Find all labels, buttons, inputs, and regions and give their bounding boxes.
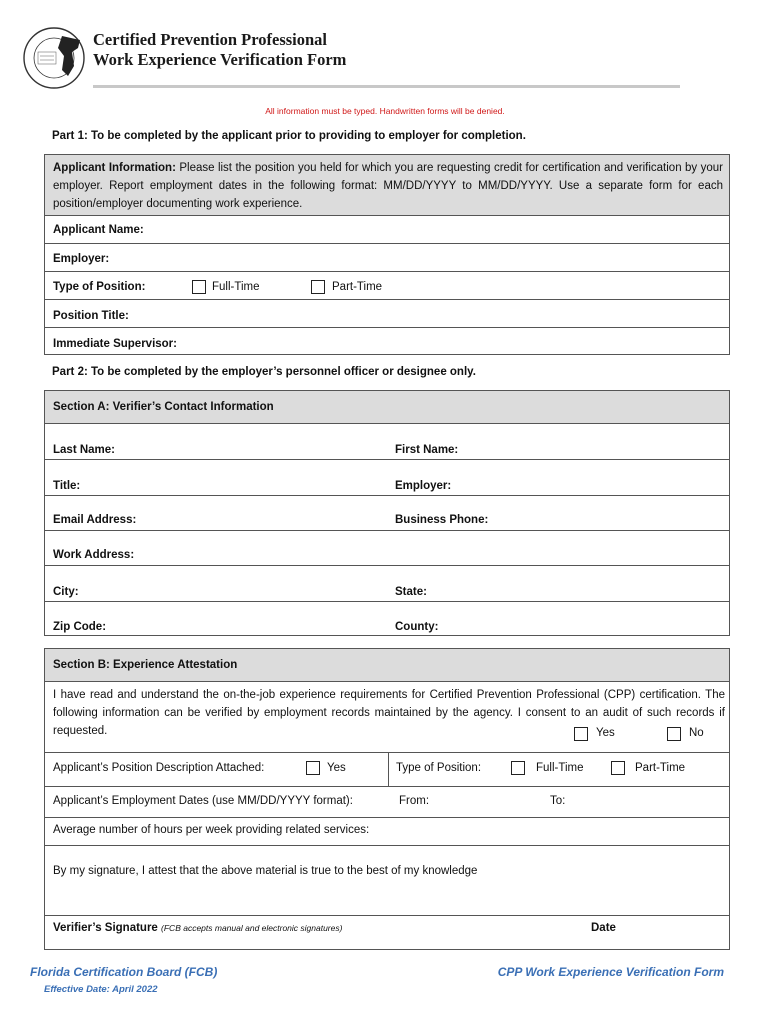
footer-effective-date: Effective Date: April 2022 (44, 984, 158, 995)
part2-heading: Part 2: To be completed by the employer’s personnel officer or designee only. (52, 366, 476, 378)
consent-no-checkbox[interactable] (667, 727, 681, 741)
b-full-time-label: Full-Time (536, 762, 584, 774)
applicant-info-intro (44, 154, 730, 216)
date-label: Date (591, 922, 616, 934)
email-label: Email Address: (53, 514, 137, 526)
row-divider (388, 753, 389, 786)
part-time-checkbox[interactable] (311, 280, 325, 294)
verifier-signature-text: Verifier’s Signature (53, 922, 158, 934)
position-title-label: Position Title: (53, 310, 129, 322)
b-type-of-position-label: Type of Position: (396, 762, 482, 774)
work-address-row[interactable] (44, 531, 730, 566)
verifier-employer-label: Employer: (395, 480, 452, 492)
county-label: County: (395, 621, 439, 633)
last-name-label: Last Name: (53, 444, 115, 456)
applicant-name-label: Applicant Name: (53, 224, 144, 236)
verifier-signature-label (53, 922, 342, 934)
verifier-title-label: Title: (53, 480, 81, 492)
b-part-time-checkbox[interactable] (611, 761, 625, 775)
signature-row[interactable] (44, 916, 730, 950)
b-full-time-checkbox[interactable] (511, 761, 525, 775)
full-time-label: Full-Time (212, 281, 260, 293)
supervisor-row[interactable] (44, 328, 730, 355)
section-a-title: Section A: Verifier’s Contact Information (53, 401, 274, 413)
type-of-position-row (44, 272, 730, 300)
zip-county-row (44, 602, 730, 636)
b-part-time-label: Part-Time (635, 762, 686, 774)
attestation-block (44, 682, 730, 753)
title-employer-row (44, 460, 730, 496)
employer-row[interactable] (44, 244, 730, 272)
employment-dates-label: Applicant’s Employment Dates (use MM/DD/YYYY format): (53, 795, 353, 807)
work-address-label: Work Address: (53, 549, 135, 561)
average-hours-label: Average number of hours per week providing related services: (53, 824, 370, 836)
first-name-label: First Name: (395, 444, 459, 456)
applicant-name-row[interactable] (44, 216, 730, 244)
business-phone-label: Business Phone: (395, 514, 489, 526)
position-title-row[interactable] (44, 300, 730, 328)
zip-label: Zip Code: (53, 621, 107, 633)
name-row (44, 424, 730, 460)
consent-no-label: No (689, 727, 704, 739)
state-label: State: (395, 586, 427, 598)
part1-heading: Part 1: To be completed by the applicant prior to providing to employer for completion. (52, 130, 526, 142)
title-line-2: Work Experience Verification Form (93, 50, 347, 69)
description-type-row (44, 753, 730, 787)
footer-form-name: CPP Work Experience Verification Form (497, 965, 724, 979)
signature-attest-row (44, 846, 730, 916)
to-label: To: (550, 795, 566, 807)
footer-org: Florida Certification Board (FCB) (30, 965, 218, 979)
applicant-info-label: Applicant Information: (53, 162, 176, 174)
applicant-info-text: Please list the position you held for which you are requesting credit for certification and verification by your employer. Report employment dates in the following format: MM/DD/YYYY to MM/DD/YYYY. Use a separate form for each position/employer documenting work experience. (53, 162, 723, 210)
city-label: City: (53, 586, 79, 598)
section-b-header (44, 648, 730, 682)
full-time-checkbox[interactable] (192, 280, 206, 294)
title-line-1: Certified Prevention Professional (93, 30, 328, 49)
type-of-position-label: Type of Position: (53, 281, 146, 293)
from-label: From: (399, 795, 430, 807)
email-phone-row (44, 496, 730, 531)
description-yes-label: Yes (327, 762, 346, 774)
city-state-row (44, 566, 730, 602)
part-time-label: Part-Time (332, 281, 383, 293)
employment-dates-row (44, 787, 730, 818)
title-divider (93, 85, 680, 88)
consent-yes-label: Yes (596, 727, 615, 739)
section-a-header (44, 390, 730, 424)
attestation-text: I have read and understand the on-the-job experience requirements for Certified Prevention Professional (CPP) certification. The following information can be verified by employment records maintained by the agency. I consent to an audit of such records if requested. (53, 689, 725, 737)
signature-attest-text: By my signature, I attest that the above material is true to the best of my knowledge (53, 865, 478, 877)
signature-note: (FCB accepts manual and electronic signatures) (161, 923, 343, 933)
employer-label: Employer: (53, 253, 110, 265)
consent-yes-checkbox[interactable] (574, 727, 588, 741)
description-yes-checkbox[interactable] (306, 761, 320, 775)
average-hours-row[interactable] (44, 818, 730, 846)
section-b-title: Section B: Experience Attestation (53, 659, 238, 671)
description-attached-label: Applicant’s Position Description Attached: (53, 762, 265, 774)
typed-only-notice: All information must be typed. Handwritten forms will be denied. (265, 106, 505, 116)
fcb-seal-logo (22, 26, 86, 90)
form-title (93, 30, 346, 70)
supervisor-label: Immediate Supervisor: (53, 338, 177, 350)
